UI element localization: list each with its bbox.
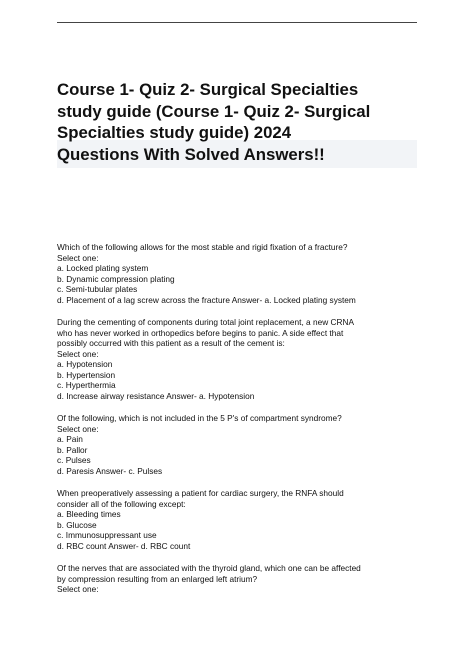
option-d-with-answer: d. Paresis Answer- c. Pulses bbox=[57, 465, 163, 476]
question-block-5 bbox=[57, 563, 417, 595]
question-text: Of the following, which is not included in the 5 P's of compartment syndrome? bbox=[57, 413, 342, 423]
question-block-2 bbox=[57, 317, 417, 401]
option-b: b. Hypertension bbox=[57, 369, 116, 380]
select-one-label: Select one: bbox=[57, 252, 99, 263]
option-b: b. Glucose bbox=[57, 519, 97, 530]
question-text: Of the nerves that are associated with the thyroid gland, which one can be affected bbox=[57, 563, 361, 573]
option-c: c. Semi-tubular plates bbox=[57, 284, 138, 294]
select-one-label: Select one: bbox=[57, 584, 99, 594]
option-a: a. Bleeding times bbox=[57, 509, 121, 519]
option-c: c. Hyperthermia bbox=[57, 380, 116, 390]
question-text: When preoperatively assessing a patient for cardiac surgery, the RNFA should bbox=[57, 488, 344, 498]
question-list bbox=[57, 242, 417, 607]
question-block-3 bbox=[57, 413, 417, 476]
option-c: c. Pulses bbox=[57, 455, 91, 465]
option-b: b. Pallor bbox=[57, 444, 88, 455]
option-a: a. Locked plating system bbox=[57, 263, 149, 273]
document-title bbox=[57, 79, 417, 165]
option-d-with-answer: d. Placement of a lag screw across the fracture Answer- a. Locked plating system bbox=[57, 294, 356, 305]
option-a: a. Pain bbox=[57, 434, 83, 444]
title-line-4: Questions With Solved Answers!! bbox=[57, 144, 325, 164]
select-one-label: Select one: bbox=[57, 423, 99, 434]
title-line-1: Course 1- Quiz 2- Surgical Specialties bbox=[57, 80, 359, 99]
question-text: possibly occurred with this patient as a result of the cement is: bbox=[57, 338, 285, 348]
option-c: c. Immunosuppressant use bbox=[57, 530, 157, 540]
question-text: who has never worked in orthopedics before begins to panic. A side effect that bbox=[57, 327, 344, 338]
title-line-3: Specialties study guide) 2024 bbox=[57, 123, 292, 142]
header-rule bbox=[57, 22, 417, 23]
select-one-label: Select one: bbox=[57, 348, 99, 359]
option-d-with-answer: d. RBC count Answer- d. RBC count bbox=[57, 540, 191, 551]
option-d-with-answer: d. Increase airway resistance Answer- a. Hypotension bbox=[57, 390, 255, 401]
question-text: During the cementing of components during total joint replacement, a new CRNA bbox=[57, 317, 355, 327]
question-text: consider all of the following except: bbox=[57, 498, 186, 509]
question-block-4 bbox=[57, 488, 417, 551]
question-text: by compression resulting from an enlarged left atrium? bbox=[57, 573, 258, 584]
option-b: b. Dynamic compression plating bbox=[57, 273, 175, 284]
title-line-2: study guide (Course 1- Quiz 2- Surgical bbox=[57, 101, 371, 121]
question-block-1 bbox=[57, 242, 417, 305]
question-text: Which of the following allows for the most stable and rigid fixation of a fracture? bbox=[57, 242, 348, 252]
option-a: a. Hypotension bbox=[57, 359, 113, 369]
